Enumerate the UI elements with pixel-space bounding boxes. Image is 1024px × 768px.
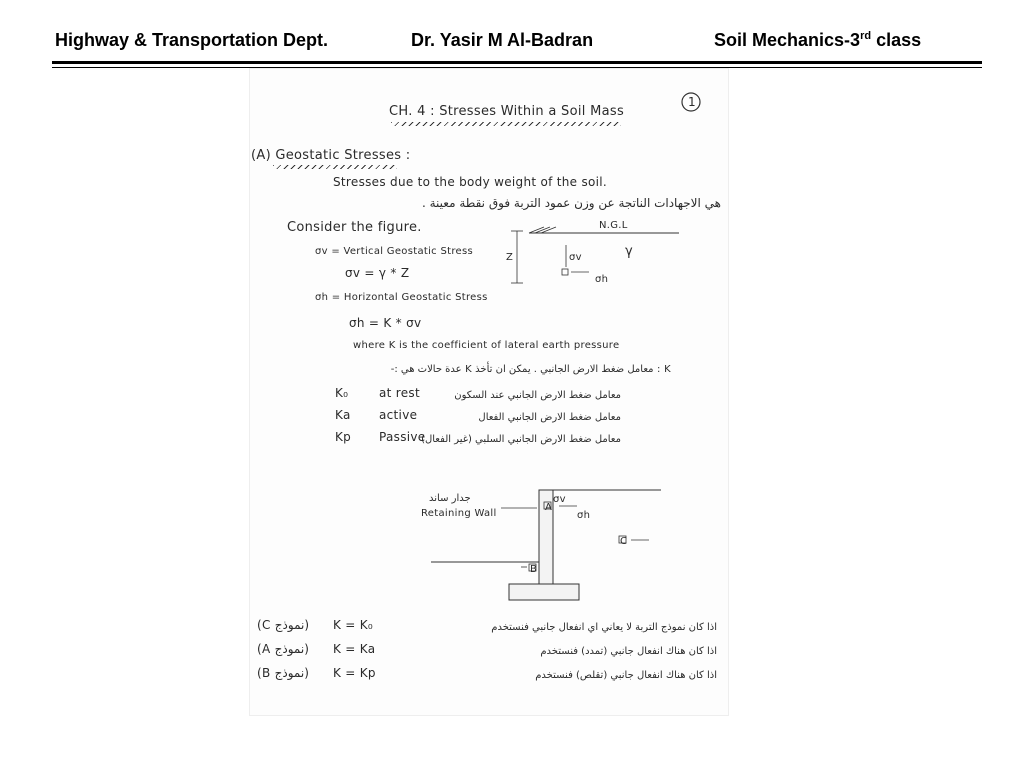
chapter-title: CH. 4 : Stresses Within a Soil Mass — [389, 104, 625, 119]
k-row-sym: Kp — [335, 430, 352, 444]
section-label: (A) Geostatic Stresses : — [251, 148, 411, 163]
case-arabic: اذا كان هناك انفعال جانبي (تقلص) فنستخدم — [535, 670, 717, 681]
case-arabic: اذا كان نموذج التربة لا يعاني اي انفعال جانبي فنستخدم — [491, 622, 717, 633]
sigma-h-definition: σh = Horizontal Geostatic Stress — [315, 292, 488, 303]
depth-z-label: Z — [506, 252, 514, 263]
header-rule-thick — [52, 61, 982, 64]
point-c-label: C — [620, 536, 628, 547]
case-arabic: اذا كان هناك انفعال جانبي (تمدد) فنستخدم — [540, 646, 717, 657]
k-row-ar: معامل ضغط الارض الجانبي السلبي (غير الفعال) — [421, 434, 621, 445]
fig1-sigma-h: σh — [595, 274, 609, 285]
course-suffix: class — [871, 30, 922, 50]
k-row-name: Passive — [379, 430, 426, 444]
ngl-label: N.G.L — [599, 220, 628, 231]
point-b-label: B — [530, 564, 538, 575]
case-label: (B نموذج) — [257, 666, 310, 680]
chapter-title-underline — [391, 122, 621, 126]
geostatic-element-figure — [499, 223, 689, 303]
wall-sigma-h: σh — [577, 510, 591, 521]
wall-label-ar: جدار ساند — [429, 493, 471, 504]
wall-label-en: Retaining Wall — [421, 508, 497, 519]
section-underline — [273, 165, 397, 169]
definition-en: Stresses due to the body weight of the soil. — [333, 175, 608, 189]
course-label — [714, 29, 921, 51]
unit-weight-label: γ — [625, 244, 633, 259]
point-a-label: A — [545, 502, 553, 513]
case-label: (A نموذج) — [257, 642, 310, 656]
k-row-name: at rest — [379, 386, 420, 400]
sigma-h-equation: σh = K * σv — [349, 316, 422, 330]
k-where: where K is the coefficient of lateral earth pressure — [353, 340, 620, 351]
definition-ar: هي الاجهادات الناتجة عن وزن عمود التربة فوق نقطة معينة . — [421, 196, 721, 210]
k-row-sym: Ka — [335, 408, 351, 422]
fig1-sigma-v: σv — [569, 252, 582, 263]
k-arabic-intro: K : معامل ضغط الارض الجانبي . يمكن ان تأخذ K عدة حالات هي :- — [390, 364, 671, 375]
case-label: (C نموذج) — [257, 618, 310, 632]
page-number: 1 — [688, 95, 696, 109]
author-label: Dr. Yasir M Al-Badran — [411, 30, 594, 50]
consider-figure: Consider the figure. — [287, 220, 422, 235]
case-equation: K = Ka — [333, 642, 376, 656]
case-equation: K = Kp — [333, 666, 376, 680]
k-row-ar: معامل ضغط الارض الجانبي الفعال — [478, 412, 621, 423]
slide-header — [0, 0, 1024, 62]
sigma-v-equation: σv = γ * Z — [345, 266, 410, 280]
handwritten-notes-scan — [249, 68, 729, 716]
course-prefix: Soil Mechanics-3 — [714, 30, 861, 50]
sigma-v-definition: σv = Vertical Geostatic Stress — [315, 246, 473, 257]
k-row-ar: معامل ضغط الارض الجانبي عند السكون — [454, 390, 621, 401]
wall-sigma-v: σv — [553, 494, 566, 505]
case-equation: K = K₀ — [333, 618, 374, 632]
course-superscript: rd — [860, 30, 872, 42]
k-row-sym: K₀ — [335, 386, 349, 400]
department-label: Highway & Transportation Dept. — [55, 30, 329, 50]
k-row-name: active — [379, 408, 418, 422]
